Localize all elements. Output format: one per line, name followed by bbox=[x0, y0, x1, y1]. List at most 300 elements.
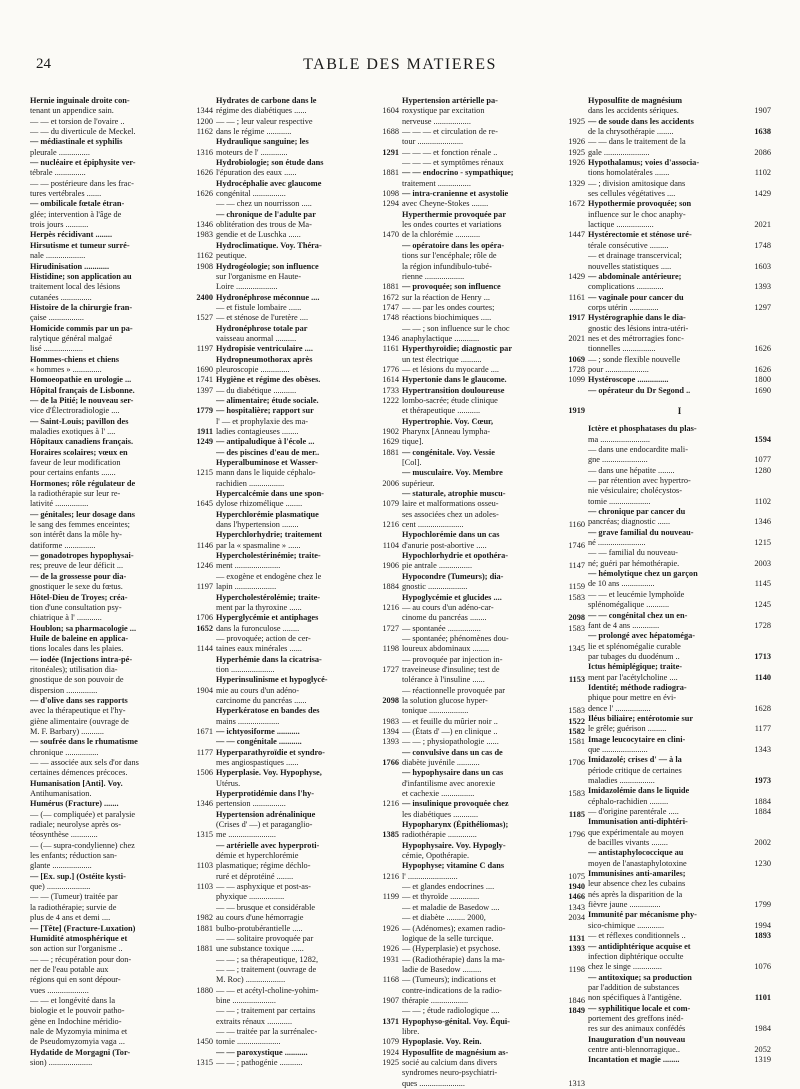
entry-heading: Hydraulique sanguine; les bbox=[216, 137, 309, 147]
index-entry bbox=[216, 386, 399, 396]
entry-page-number: 1925 bbox=[382, 1057, 399, 1067]
entry-heading: — — chez un nourrisson ..... bbox=[216, 199, 312, 209]
entry-heading: Hydronéphrose méconnue .... bbox=[216, 292, 320, 302]
entry-continuation: tomie ..................... bbox=[216, 1037, 281, 1047]
entry-heading: — Saint-Louis; pavillon des bbox=[30, 416, 129, 426]
entry-heading: — — et torsion de l'ovaire .. bbox=[30, 116, 125, 126]
entry-page-number: 1581 bbox=[568, 737, 585, 747]
entry-continuation: pancréas; diagnostic ...... bbox=[588, 517, 671, 527]
entry-continuation: congénital ................ bbox=[216, 189, 286, 199]
entry-heading: — intra-cranienne et asystolie bbox=[402, 189, 509, 199]
index-entry bbox=[30, 551, 213, 572]
entry-continuation: peutique. bbox=[216, 251, 247, 261]
entry-page-number: 1315 bbox=[196, 1057, 213, 1067]
entry-continuation: certaines démences précoces. bbox=[30, 768, 128, 778]
index-entry bbox=[30, 593, 213, 624]
entry-continuation: chez le singe .............. bbox=[588, 962, 662, 972]
entry-continuation: loureux abdominaux ........ bbox=[402, 644, 490, 654]
index-entry bbox=[402, 468, 585, 489]
entry-continuation: un test électrique .......... bbox=[402, 354, 482, 364]
entry-heading: Humidité atmosphérique et bbox=[30, 933, 128, 943]
entry-continuation: moteurs de l' ............. bbox=[216, 147, 288, 157]
entry-continuation: radiothérapie .............. bbox=[402, 830, 477, 840]
index-entry bbox=[402, 924, 585, 945]
index-entry bbox=[402, 944, 585, 954]
entry-continuation: (Crises d' —) et paraganglio- bbox=[216, 820, 313, 830]
index-columns bbox=[30, 96, 772, 1089]
entry-page-number: 1527 bbox=[196, 313, 213, 323]
index-entry bbox=[402, 892, 585, 902]
entry-heading: Hypopharynx (Épithéliomas); bbox=[402, 820, 509, 830]
index-entry bbox=[402, 624, 585, 634]
entry-continuation: tions locales dans les plaies. bbox=[30, 644, 124, 654]
entry-heading: — — — et symptômes rénaux bbox=[402, 158, 504, 168]
entry-page-number: 1315 bbox=[196, 830, 213, 840]
entry-heading: — — congénital chez un en- bbox=[588, 610, 688, 620]
index-entry bbox=[216, 117, 399, 138]
entry-heading: — (Tumeurs); indications et bbox=[402, 975, 496, 985]
entry-heading: — et fistule lombaire ...... bbox=[216, 302, 302, 312]
entry-page-number: 1893 bbox=[754, 931, 771, 941]
entry-heading: — spontanée ................ bbox=[402, 623, 481, 633]
entry-page-number: 1393 bbox=[382, 737, 399, 747]
entry-page-number: 1926 bbox=[382, 923, 399, 933]
entry-page-number: 1799 bbox=[754, 900, 771, 910]
entry-heading: — médiastinale et syphilis bbox=[30, 137, 123, 147]
index-entry bbox=[30, 799, 213, 809]
entry-continuation: lie et splénomégalie curable bbox=[588, 641, 681, 651]
entry-continuation: céphalo-rachidien ......... bbox=[588, 796, 669, 806]
entry-heading: — — du diverticule de Meckel. bbox=[30, 127, 136, 137]
entry-page-number: 1983 bbox=[382, 716, 399, 726]
entry-continuation: nes et des métrorragies fonc- bbox=[588, 333, 684, 343]
index-entry bbox=[402, 96, 585, 127]
entry-heading: Ictus hémiplégique; traite- bbox=[588, 662, 683, 672]
entry-continuation: dispersion ............... bbox=[30, 685, 98, 695]
index-entry bbox=[30, 572, 213, 593]
index-entry bbox=[402, 417, 585, 448]
index-entry bbox=[216, 458, 399, 489]
entry-continuation: gendie et de Luschka ...... bbox=[216, 230, 301, 240]
index-entry bbox=[30, 934, 213, 955]
entry-heading: Hyperglycémie et antiphages bbox=[216, 613, 319, 623]
entry-continuation: période critique de certaines bbox=[588, 765, 682, 775]
entry-heading: — — familial du nouveau- bbox=[588, 548, 678, 558]
entry-heading: — opératoire dans les opéra- bbox=[402, 240, 505, 250]
entry-continuation: que ...................... bbox=[588, 744, 648, 754]
entry-heading: Hyperalbuminose et Wasser- bbox=[216, 458, 318, 468]
entry-heading: — d'origine parentérale ..... bbox=[588, 807, 679, 817]
entry-continuation: leur absence chez les cubains bbox=[588, 879, 686, 889]
index-entry bbox=[402, 572, 585, 593]
entry-continuation: Loire .................... bbox=[216, 282, 278, 292]
entry-page-number: 1604 bbox=[382, 106, 399, 116]
entry-page-number: 1727 bbox=[382, 664, 399, 674]
index-entry bbox=[402, 882, 585, 892]
entry-heading: — provoquée par injection in- bbox=[402, 654, 503, 664]
entry-page-number: 1982 bbox=[196, 913, 213, 923]
entry-heading: Hypochlorémie dans un cas bbox=[402, 530, 500, 540]
entry-page-number: 1748 bbox=[754, 240, 771, 250]
entry-continuation: moyen de l'anastaphylotoxine bbox=[588, 858, 687, 868]
entry-page-number: 1931 bbox=[382, 954, 399, 964]
entry-page-number: 1153 bbox=[568, 675, 585, 685]
entry-page-number: 1101 bbox=[754, 993, 771, 1003]
entry-page-number: 1908 bbox=[196, 261, 213, 271]
entry-page-number: 1160 bbox=[568, 520, 585, 530]
entry-continuation: dans le régime ............ bbox=[216, 127, 292, 137]
entry-heading: — et thyroïde .............. bbox=[402, 892, 480, 902]
entry-page-number: 1626 bbox=[754, 344, 771, 354]
entry-continuation: gne ...................... bbox=[588, 455, 648, 465]
entry-page-number: 1344 bbox=[196, 106, 213, 116]
index-entry bbox=[588, 528, 771, 549]
entry-heading: — (Adénomes); examen radio- bbox=[402, 923, 506, 933]
entry-page-number: 2003 bbox=[754, 558, 771, 568]
index-entry bbox=[216, 313, 399, 323]
entry-continuation: sur la réaction de Henry ... bbox=[402, 292, 491, 302]
entry-continuation: portement des greffons inéd- bbox=[588, 1013, 684, 1023]
index-entry bbox=[402, 1006, 585, 1016]
entry-continuation: cinome du pancréas ........ bbox=[402, 613, 487, 623]
index-entry bbox=[30, 510, 213, 551]
entry-heading: Hypophyse; vitamine C dans bbox=[402, 861, 505, 871]
page-number: 24 bbox=[36, 56, 51, 72]
index-entry bbox=[402, 127, 585, 148]
index-entry bbox=[588, 973, 771, 1004]
entry-continuation: fièvre jaune ............... bbox=[588, 900, 661, 910]
entry-continuation: d'anurie post-abortive ..... bbox=[402, 540, 487, 550]
entry-continuation: Antihumanisation. bbox=[30, 789, 92, 799]
index-entry bbox=[30, 386, 213, 396]
entry-heading: Hyperparathyroïdie et syndro- bbox=[216, 747, 325, 757]
entry-heading: Huile de baleine en applica- bbox=[30, 633, 129, 643]
entry-page-number: 1199 bbox=[382, 892, 399, 902]
entry-page-number: 1902 bbox=[382, 427, 399, 436]
entry-page-number: 1796 bbox=[568, 830, 585, 840]
entry-page-number: 1626 bbox=[196, 168, 213, 178]
entry-page-number: 1924 bbox=[382, 1047, 399, 1057]
entry-continuation: que) ..................... bbox=[30, 882, 91, 892]
entry-continuation: M. Roc) ................... bbox=[216, 975, 286, 985]
entry-page-number: 1346 bbox=[196, 220, 213, 230]
entry-page-number: 1216 bbox=[382, 871, 399, 881]
entry-heading: Hypercalcémie dans une spon- bbox=[216, 489, 324, 499]
entry-heading: — syphilitique locale et com- bbox=[588, 1003, 691, 1013]
entry-continuation: térale consécutive ......... bbox=[588, 240, 669, 250]
entry-page-number: 1168 bbox=[382, 975, 399, 985]
entry-page-number: 1216 bbox=[382, 799, 399, 809]
entry-page-number: 1973 bbox=[754, 776, 771, 785]
entry-page-number: 1185 bbox=[568, 809, 585, 819]
entry-heading: Hyperchlorémie plasmatique bbox=[216, 509, 319, 519]
index-entry bbox=[30, 437, 213, 447]
index-entry bbox=[216, 882, 399, 903]
entry-page-number: 1075 bbox=[568, 871, 585, 881]
entry-continuation: roxystique par excitation bbox=[402, 106, 485, 116]
index-entry bbox=[588, 466, 771, 476]
entry-continuation: glante ................... bbox=[30, 861, 92, 871]
entry-continuation: une substance toxique ...... bbox=[216, 944, 304, 954]
entry-page-number: 1907 bbox=[382, 995, 399, 1005]
entry-heading: — du diabétique ........... bbox=[216, 385, 297, 395]
entry-page-number: 1215 bbox=[754, 538, 771, 548]
entry-page-number: 1583 bbox=[568, 706, 585, 716]
entry-heading: — — endocrino - sympathique; bbox=[402, 168, 514, 178]
index-entry bbox=[30, 199, 213, 230]
entry-heading: Hypothalamus; voies d'associa- bbox=[588, 158, 700, 168]
entry-continuation: nale de Myzomyia minima et bbox=[30, 1026, 128, 1036]
entry-continuation: plus de 4 ans et demi .... bbox=[30, 913, 111, 923]
entry-heading: Hormones; rôle régulateur de bbox=[30, 478, 136, 488]
entry-page-number: 1197 bbox=[196, 582, 213, 592]
entry-page-number: 1246 bbox=[196, 561, 213, 571]
index-entry bbox=[216, 748, 399, 769]
index-entry bbox=[216, 396, 399, 406]
entry-continuation: mes angiospastiques ...... bbox=[216, 758, 299, 767]
index-entry bbox=[30, 758, 213, 779]
entry-page-number: 2098 bbox=[382, 695, 399, 705]
entry-continuation: dence l' ................. bbox=[588, 703, 651, 713]
index-entry bbox=[402, 148, 585, 158]
index-entry bbox=[402, 189, 585, 210]
entry-heading: Hydrates de carbone dans le bbox=[216, 96, 317, 105]
index-entry bbox=[402, 686, 585, 717]
entry-heading: — opérateur du Dr Segond .. bbox=[588, 385, 691, 395]
page-title: TABLE DES MATIERES bbox=[303, 56, 497, 73]
entry-page-number: 1230 bbox=[754, 858, 771, 868]
index-entry bbox=[588, 611, 771, 632]
entry-continuation: le grêle; guérison ......... bbox=[588, 724, 667, 734]
entry-heading: — et réflexes conditionnels .. bbox=[588, 931, 686, 941]
entry-page-number: 1294 bbox=[382, 199, 399, 209]
entry-page-number: 1766 bbox=[382, 758, 399, 767]
entry-heading: Hyperchlorhydrie; traitement bbox=[216, 530, 323, 540]
entry-heading: Hydrogéologie; son influence bbox=[216, 261, 319, 271]
entry-heading: — au cours d'un adéno-car- bbox=[402, 602, 494, 612]
entry-page-number: 1881 bbox=[382, 447, 399, 457]
entry-heading: Hypertension artérielle pa- bbox=[402, 96, 498, 105]
entry-continuation: de 10 ans ................ bbox=[588, 579, 655, 589]
entry-heading: — iodée (Injections intra-pé- bbox=[30, 654, 133, 664]
index-entry bbox=[402, 324, 585, 345]
index-entry bbox=[30, 872, 213, 893]
entry-heading: — de soude dans les accidents bbox=[588, 116, 694, 126]
entry-continuation: dans les accidents sériques. bbox=[588, 106, 679, 116]
entry-continuation: taines eaux minérales ...... bbox=[216, 644, 302, 654]
entry-heading: — antitoxique; sa production bbox=[588, 972, 692, 982]
entry-continuation: chronique ................ bbox=[30, 747, 99, 757]
entry-page-number: 1343 bbox=[568, 902, 585, 912]
entry-continuation: tique]. bbox=[402, 437, 424, 447]
entry-page-number: 2086 bbox=[754, 147, 771, 157]
index-entry bbox=[402, 913, 585, 923]
index-entry bbox=[30, 324, 213, 355]
entry-heading: Homoeopathie en urologie ... bbox=[30, 375, 132, 385]
entry-page-number: 1216 bbox=[382, 602, 399, 612]
entry-page-number: 1690 bbox=[196, 364, 213, 374]
entry-continuation: par tubages du duodénum .. bbox=[588, 651, 680, 661]
entry-continuation: vaisseau anormal .......... bbox=[216, 333, 297, 343]
entry-page-number: 1346 bbox=[196, 799, 213, 809]
entry-page-number: 1249 bbox=[196, 437, 213, 447]
entry-page-number: 1522 bbox=[568, 716, 585, 726]
entry-page-number: 1881 bbox=[196, 923, 213, 933]
entry-continuation: ner de l'eau potable aux bbox=[30, 964, 109, 974]
index-entry bbox=[402, 530, 585, 551]
entry-page-number: 1099 bbox=[568, 375, 585, 385]
entry-heading: Hyperthermie provoquée par bbox=[402, 209, 507, 219]
entry-continuation: les ondes courtes et variations bbox=[402, 220, 502, 230]
entry-page-number: 2052 bbox=[754, 1044, 771, 1054]
index-entry bbox=[588, 910, 771, 931]
index-entry bbox=[402, 955, 585, 976]
entry-heading: — vaginale pour cancer du bbox=[588, 292, 684, 302]
entry-heading: — (Radiothérapie) dans la ma- bbox=[402, 954, 505, 964]
entry-continuation: maladies exotiques à l' .... bbox=[30, 427, 116, 436]
index-entry bbox=[588, 590, 771, 611]
entry-page-number: 2034 bbox=[568, 913, 585, 923]
index-entry bbox=[402, 737, 585, 747]
entry-heading: — ichtyosiforme ........... bbox=[216, 726, 300, 736]
entry-continuation: né ....................... bbox=[588, 538, 646, 548]
entry-continuation: par l'addition de substances bbox=[588, 982, 680, 992]
index-entry bbox=[216, 613, 399, 634]
entry-page-number: 1779 bbox=[196, 406, 213, 416]
entry-continuation: ralytique général malgaé bbox=[30, 333, 113, 343]
entry-continuation: çaise ................. bbox=[30, 313, 84, 323]
entry-page-number: 1746 bbox=[568, 540, 585, 550]
entry-heading: — et sténose de l'uretère .... bbox=[216, 313, 309, 323]
entry-heading: — ombilicale fœtale étran- bbox=[30, 199, 125, 209]
entry-page-number: 2400 bbox=[196, 292, 213, 302]
entry-heading: Hypoglycémie et glucides .... bbox=[402, 592, 502, 602]
entry-page-number: 1162 bbox=[196, 251, 213, 261]
entry-continuation: extraits rénaux ............ bbox=[216, 1016, 293, 1026]
entry-heading: — grave familial du nouveau- bbox=[588, 527, 694, 537]
entry-page-number: 1450 bbox=[196, 1037, 213, 1047]
entry-heading: — convulsive dans un cas de bbox=[402, 747, 503, 757]
index-entry bbox=[588, 548, 771, 569]
entry-page-number: 1131 bbox=[568, 933, 585, 943]
entry-continuation: son intérêt dans la môle hy- bbox=[30, 530, 122, 540]
entry-heading: — abdominale antérieure; bbox=[588, 271, 682, 281]
entry-continuation: régions qui en sont dépour- bbox=[30, 975, 121, 985]
entry-heading: — — et longévité dans la bbox=[30, 995, 116, 1005]
index-entry bbox=[216, 199, 399, 209]
entry-heading: — — ; leur valeur respective bbox=[216, 116, 313, 126]
entry-page-number: 1394 bbox=[382, 726, 399, 736]
entry-heading: Hydropisie ventriculaire .... bbox=[216, 344, 313, 354]
entry-heading: — musculaire. Voy. Membre bbox=[402, 468, 503, 478]
index-entry bbox=[216, 303, 399, 313]
index-entry bbox=[588, 424, 771, 445]
entry-heading: — — (Tumeur) traitée par bbox=[30, 892, 118, 902]
entry-continuation: datiforme ............... bbox=[30, 540, 96, 550]
entry-heading: Inauguration d'un nouveau bbox=[588, 1034, 686, 1044]
entry-continuation: phyxique ................. bbox=[216, 892, 285, 902]
entry-page-number: 1672 bbox=[382, 292, 399, 302]
entry-page-number: 1161 bbox=[568, 292, 585, 302]
entry-page-number: 1690 bbox=[754, 385, 771, 395]
entry-page-number: 1198 bbox=[382, 644, 399, 654]
entry-heading: Hypertonie dans le glaucome. bbox=[402, 375, 507, 385]
entry-heading: — (États d' —) en clinique .. bbox=[402, 726, 498, 736]
index-column-3 bbox=[402, 96, 585, 1089]
index-entry bbox=[588, 355, 771, 376]
entry-page-number: 1800 bbox=[754, 375, 771, 385]
entry-heading: — provoquée; son influence bbox=[402, 282, 501, 292]
entry-continuation: glée; intervention à l'âge de bbox=[30, 209, 122, 219]
index-entry bbox=[216, 551, 399, 572]
index-entry bbox=[402, 344, 585, 365]
index-entry bbox=[402, 727, 585, 737]
entry-continuation: corps utérin .............. bbox=[588, 302, 659, 312]
entry-heading: Image leucocytaire en clini- bbox=[588, 734, 686, 744]
index-entry bbox=[588, 117, 771, 138]
entry-page-number: 1077 bbox=[754, 455, 771, 465]
entry-continuation: de la chrysothérapie ........ bbox=[588, 127, 674, 137]
entry-page-number: 1925 bbox=[568, 116, 585, 126]
entry-heading: — d'olive dans ses rapports bbox=[30, 695, 128, 705]
entry-page-number: 1076 bbox=[754, 962, 771, 972]
entry-continuation: plasmatique; régime déchlo- bbox=[216, 861, 311, 871]
entry-heading: Hystérectomie et sténose uré- bbox=[588, 230, 692, 240]
index-entry bbox=[402, 365, 585, 375]
index-entry bbox=[216, 955, 399, 965]
index-entry bbox=[30, 230, 213, 240]
entry-heading: — ; division amitosique dans bbox=[588, 178, 686, 188]
index-entry bbox=[216, 789, 399, 810]
entry-page-number: 2021 bbox=[568, 333, 585, 343]
entry-continuation: pleurale ............... bbox=[30, 147, 90, 157]
entry-continuation: pie antrale ................ bbox=[402, 561, 473, 571]
page-header bbox=[36, 56, 764, 80]
entry-continuation: pleuroscopie .............. bbox=[216, 364, 290, 374]
entry-heading: — des piscines d'eau de mer.. bbox=[216, 447, 320, 457]
entry-page-number: 1626 bbox=[754, 364, 771, 374]
entry-heading: Hyperinsulinisme et hypoglycé- bbox=[216, 675, 328, 685]
index-entry bbox=[216, 737, 399, 747]
entry-heading: — et feuille du mûrier noir .. bbox=[402, 716, 498, 726]
entry-continuation: par la « spasmaline » ...... bbox=[216, 540, 301, 550]
entry-continuation: faveur de leur modification bbox=[30, 458, 121, 468]
entry-page-number: 1103 bbox=[196, 861, 213, 871]
entry-page-number: 1102 bbox=[754, 168, 771, 178]
index-entry bbox=[30, 303, 213, 324]
entry-continuation: mains .................... bbox=[216, 716, 280, 726]
index-entry bbox=[216, 324, 399, 345]
index-entry bbox=[30, 892, 213, 923]
entry-continuation: gnostic ................... bbox=[402, 582, 468, 592]
entry-continuation: phique pour mettre en évi- bbox=[588, 693, 677, 703]
index-entry bbox=[588, 631, 771, 662]
entry-heading: Hôpitaux canadiens français. bbox=[30, 437, 134, 447]
index-entry bbox=[216, 986, 399, 1007]
index-entry bbox=[30, 158, 213, 179]
entry-heading: — — solitaire provoquée par bbox=[216, 933, 314, 943]
entry-page-number: 1747 bbox=[382, 302, 399, 312]
entry-page-number: 1506 bbox=[196, 768, 213, 778]
entry-page-number: 1733 bbox=[382, 385, 399, 395]
entry-heading: — hémolytique chez un garçon bbox=[588, 569, 698, 579]
index-entry bbox=[216, 706, 399, 727]
index-entry bbox=[402, 386, 585, 417]
entry-page-number: 1614 bbox=[382, 375, 399, 385]
entry-page-number: 1638 bbox=[754, 127, 771, 137]
entry-heading: Hypothermie provoquée; son bbox=[588, 199, 692, 209]
entry-continuation: influence sur le choc anaphy- bbox=[588, 209, 686, 219]
